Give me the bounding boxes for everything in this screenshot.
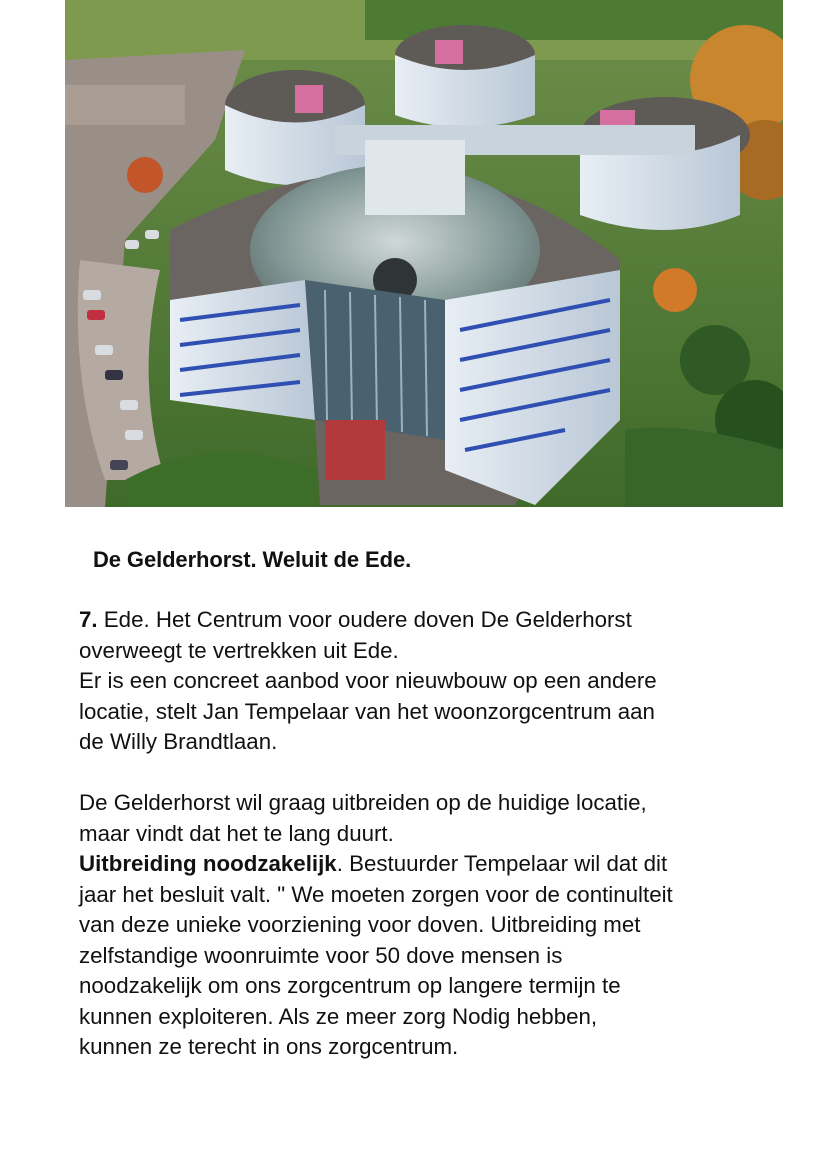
article-line: Er is een concreet aanbod voor nieuwbouw op een andere <box>79 668 657 693</box>
subheading: Uitbreiding noodzakelijk <box>79 851 337 876</box>
article-line: jaar het besluit valt. " We moeten zorgen voor de continulteit <box>79 881 673 907</box>
article-line: maar vindt dat het te lang duurt. <box>79 820 394 846</box>
article-line: noodzakelijk om ons zorgcentrum op langere termijn te <box>79 973 621 998</box>
aerial-photo-gelderhorst <box>65 0 783 507</box>
article-text: . Bestuurder Tempelaar wil dat dit <box>336 851 668 876</box>
article-body <box>79 605 779 1063</box>
article-line: De Gelderhorst wil graag uitbreiden op de huidige locatie, <box>79 790 647 815</box>
article-line <box>79 849 779 880</box>
paragraph-expansion <box>79 788 779 849</box>
photo-caption: De Gelderhorst. Weluit de Ede. <box>93 547 412 572</box>
article-number: 7. <box>79 607 98 632</box>
article-text: Ede. Het Centrum voor oudere doven De Gelderhorst <box>97 607 632 632</box>
article-line: kunnen ze terecht in ons zorgcentrum. <box>79 1034 459 1059</box>
article-line: zelfstandige woonruimte voor 50 dove mensen is <box>79 942 563 968</box>
article-line <box>79 605 779 636</box>
article-line: de Willy Brandtlaan. <box>79 729 278 754</box>
paragraph-spacer <box>79 758 779 789</box>
paragraph-necessity <box>79 849 779 1063</box>
aerial-photo-illustration <box>65 0 783 507</box>
article-line: van deze unieke voorziening voor doven. Uitbreiding met <box>79 912 641 937</box>
article-line: overweegt te vertrekken uit Ede. <box>79 637 399 663</box>
paragraph-offer <box>79 666 779 758</box>
article-line: kunnen exploiteren. Als ze meer zorg Nodig hebben, <box>79 1003 598 1029</box>
article-line: locatie, stelt Jan Tempelaar van het woonzorgcentrum aan <box>79 698 655 724</box>
paragraph-intro <box>79 605 779 666</box>
